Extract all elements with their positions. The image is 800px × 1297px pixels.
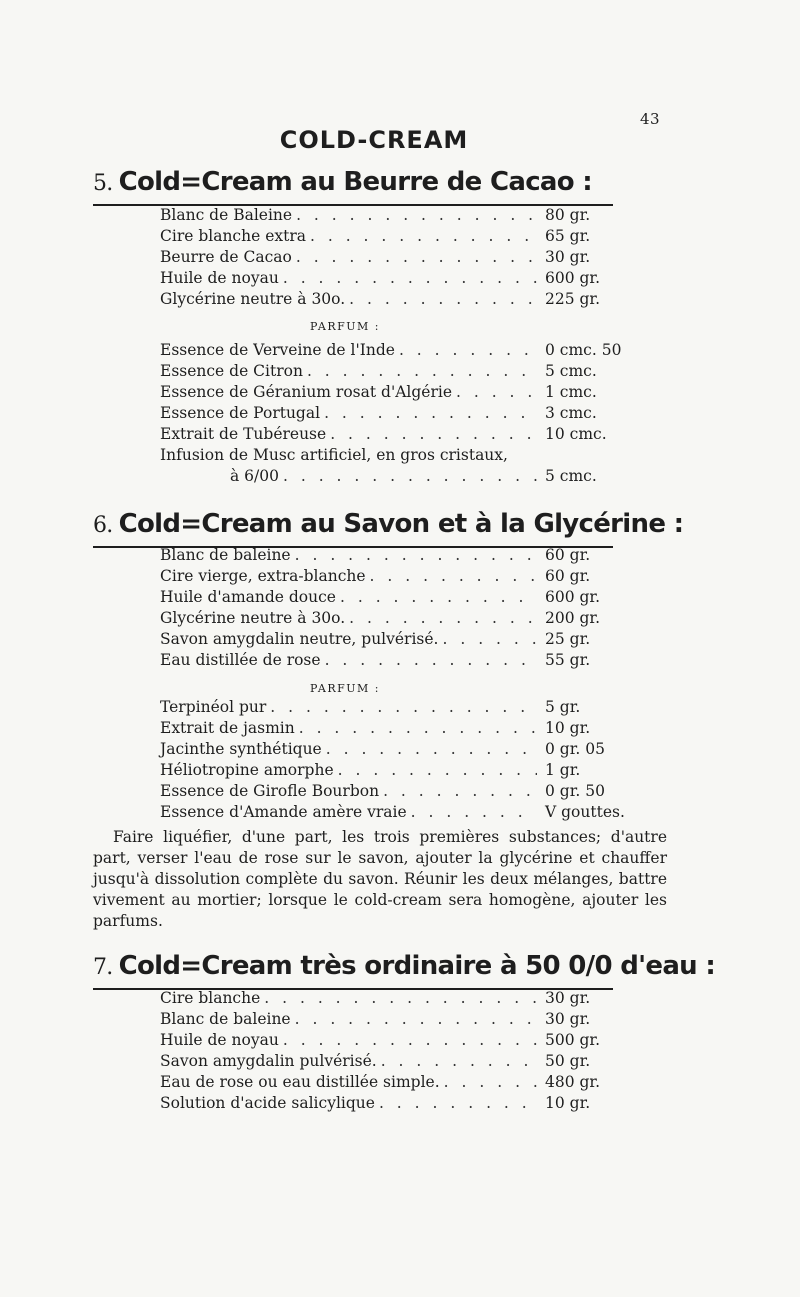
ingredient-name: Infusion de Musc artificiel, en gros cristaux, xyxy=(160,446,508,464)
dot-leader xyxy=(338,760,537,781)
ingredient-qty: 5 cmc. xyxy=(545,467,597,485)
ingredient-row xyxy=(160,205,640,226)
dot-leader xyxy=(283,268,537,289)
dot-leader xyxy=(411,802,537,823)
ingredient-name: Savon amygdalin pulvérisé. xyxy=(160,1052,377,1070)
dot-leader xyxy=(349,608,537,629)
perfume-row xyxy=(160,760,640,781)
ingredient-qty: V gouttes. xyxy=(545,803,625,821)
section-number: 6. xyxy=(93,513,113,538)
section-title-text: Cold=Cream au Savon et à la Glycérine : xyxy=(118,509,684,539)
section-5-title xyxy=(93,166,613,206)
ingredient-name: Extrait de Tubéreuse xyxy=(160,425,327,443)
ingredient-name: Essence de Citron xyxy=(160,362,303,380)
section-5-ingredients xyxy=(160,205,640,310)
ingredient-qty: 30 gr. xyxy=(545,248,591,266)
perfume-row xyxy=(160,340,640,361)
ingredient-name: Terpinéol pur xyxy=(160,698,267,716)
ingredient-name: Cire vierge, extra-blanche xyxy=(160,567,366,585)
section-7-ingredients xyxy=(160,988,640,1114)
ingredient-name: Héliotropine amorphe xyxy=(160,761,334,779)
ingredient-qty: 225 gr. xyxy=(545,290,601,308)
ingredient-qty: 0 gr. 50 xyxy=(545,782,605,800)
dot-leader xyxy=(379,1093,537,1114)
ingredient-row xyxy=(160,650,640,671)
ingredient-row xyxy=(160,268,640,289)
ingredient-qty: 200 gr. xyxy=(545,609,601,627)
ingredient-name: Huile d'amande douce xyxy=(160,588,336,606)
ingredient-name: Essence de Girofle Bourbon xyxy=(160,782,380,800)
dot-leader xyxy=(283,466,537,487)
ingredient-name: Blanc de baleine xyxy=(160,1010,291,1028)
dot-leader xyxy=(325,650,537,671)
ingredient-qty: 1 cmc. xyxy=(545,383,597,401)
ingredient-row xyxy=(160,1030,640,1051)
section-title-text: Cold=Cream très ordinaire à 50 0/0 d'eau : xyxy=(118,951,716,981)
perfume-subheading: PARFUM : xyxy=(310,320,380,333)
ingredient-qty: 480 gr. xyxy=(545,1073,601,1091)
running-head: COLD-CREAM xyxy=(279,126,469,154)
dot-leader xyxy=(399,340,537,361)
ingredient-row xyxy=(160,247,640,268)
ingredient-qty: 80 gr. xyxy=(545,206,591,224)
ingredient-qty: 0 gr. 05 xyxy=(545,740,605,758)
dot-leader xyxy=(326,739,537,760)
ingredient-qty: 30 gr. xyxy=(545,1010,591,1028)
dot-leader xyxy=(299,718,537,739)
ingredient-row xyxy=(160,566,640,587)
section-6-perfume xyxy=(160,697,640,823)
dot-leader xyxy=(295,545,537,566)
section-6-ingredients xyxy=(160,545,640,671)
ingredient-name: Solution d'acide salicylique xyxy=(160,1094,375,1112)
ingredient-qty: 5 cmc. xyxy=(545,362,597,380)
ingredient-qty: 3 cmc. xyxy=(545,404,597,422)
section-title-text: Cold=Cream au Beurre de Cacao : xyxy=(118,167,592,197)
dot-leader xyxy=(324,403,537,424)
ingredient-name: Extrait de jasmin xyxy=(160,719,295,737)
ingredient-row xyxy=(160,629,640,650)
ingredient-row xyxy=(160,587,640,608)
ingredient-row xyxy=(160,1051,640,1072)
ingredient-qty: 65 gr. xyxy=(545,227,591,245)
ingredient-qty: 500 gr. xyxy=(545,1031,601,1049)
ingredient-name: Essence de Portugal xyxy=(160,404,321,422)
dot-leader xyxy=(330,424,537,445)
ingredient-name: Blanc de Baleine xyxy=(160,206,293,224)
dot-leader xyxy=(444,1072,537,1093)
ingredient-qty: 60 gr. xyxy=(545,546,591,564)
ingredient-qty: 600 gr. xyxy=(545,588,601,606)
ingredient-qty: 5 gr. xyxy=(545,698,581,716)
perfume-row xyxy=(160,361,640,382)
perfume-row xyxy=(160,802,640,823)
dot-leader xyxy=(381,1051,537,1072)
dot-leader xyxy=(383,781,537,802)
ingredient-name: Glycérine neutre à 30o. xyxy=(160,290,346,308)
ingredient-qty: 10 cmc. xyxy=(545,425,607,443)
ingredient-name: Essence de Verveine de l'Inde xyxy=(160,341,395,359)
ingredient-row xyxy=(160,1072,640,1093)
ingredient-name: Cire blanche xyxy=(160,989,261,1007)
section-6-title xyxy=(93,508,684,548)
ingredient-row xyxy=(160,226,640,247)
perfume-row xyxy=(160,697,640,718)
perfume-row xyxy=(160,739,640,760)
dot-leader xyxy=(370,566,537,587)
ingredient-qty: 50 gr. xyxy=(545,1052,591,1070)
dot-leader xyxy=(442,629,537,650)
section-number: 5. xyxy=(93,171,113,196)
ingredient-name: Essence de Géranium rosat d'Algérie xyxy=(160,383,452,401)
ingredient-qty: 1 gr. xyxy=(545,761,581,779)
perfume-subheading: PARFUM : xyxy=(310,682,380,695)
ingredient-qty: 10 gr. xyxy=(545,719,591,737)
dot-leader xyxy=(296,247,537,268)
ingredient-qty: 0 cmc. 50 xyxy=(545,341,622,359)
ingredient-name: Eau de rose ou eau distillée simple. xyxy=(160,1073,440,1091)
page-number: 43 xyxy=(640,110,661,128)
ingredient-qty: 10 gr. xyxy=(545,1094,591,1112)
dot-leader xyxy=(296,205,537,226)
perfume-row xyxy=(160,403,640,424)
dot-leader xyxy=(310,226,537,247)
section-5-perfume xyxy=(160,340,640,487)
dot-leader xyxy=(283,1030,537,1051)
perfume-row xyxy=(160,718,640,739)
ingredient-qty: 25 gr. xyxy=(545,630,591,648)
perfume-row xyxy=(160,445,640,466)
ingredient-row xyxy=(160,608,640,629)
ingredient-name: Blanc de baleine xyxy=(160,546,291,564)
preparation-instructions: Faire liquéfier, d'une part, les trois premières substances; d'autre part, verser l'eau de rose sur le savon, ajouter la glycérine et chauffer jusqu'à dissolution complète du savon. Réunir les deux mélanges, battre vivement au mortier; lorsque le cold-cream sera homogène, ajouter les parfums. xyxy=(93,828,667,930)
ingredient-name: Cire blanche extra xyxy=(160,227,306,245)
ingredient-name: Jacinthe synthétique xyxy=(160,740,322,758)
ingredient-row xyxy=(160,289,640,310)
perfume-row xyxy=(160,466,640,487)
ingredient-row xyxy=(160,1009,640,1030)
ingredient-qty: 600 gr. xyxy=(545,269,601,287)
ingredient-row xyxy=(160,1093,640,1114)
perfume-row xyxy=(160,781,640,802)
ingredient-qty: 55 gr. xyxy=(545,651,591,669)
perfume-row xyxy=(160,424,640,445)
dot-leader xyxy=(270,697,537,718)
dot-leader xyxy=(340,587,537,608)
ingredient-row xyxy=(160,988,640,1009)
ingredient-name: Essence d'Amande amère vraie xyxy=(160,803,407,821)
ingredient-name: Huile de noyau xyxy=(160,269,279,287)
ingredient-name: Glycérine neutre à 30o. xyxy=(160,609,346,627)
perfume-row xyxy=(160,382,640,403)
dot-leader xyxy=(307,361,537,382)
section-number: 7. xyxy=(93,955,113,980)
ingredient-name: Beurre de Cacao xyxy=(160,248,292,266)
dot-leader xyxy=(456,382,537,403)
ingredient-qty: 30 gr. xyxy=(545,989,591,1007)
dot-leader xyxy=(264,988,537,1009)
ingredient-name: Savon amygdalin neutre, pulvérisé. xyxy=(160,630,439,648)
ingredient-name: à 6/00 xyxy=(230,467,279,485)
ingredient-row xyxy=(160,545,640,566)
dot-leader xyxy=(295,1009,537,1030)
ingredient-name: Eau distillée de rose xyxy=(160,651,321,669)
ingredient-name: Huile de noyau xyxy=(160,1031,279,1049)
ingredient-qty: 60 gr. xyxy=(545,567,591,585)
dot-leader xyxy=(349,289,537,310)
section-7-title xyxy=(93,950,716,990)
